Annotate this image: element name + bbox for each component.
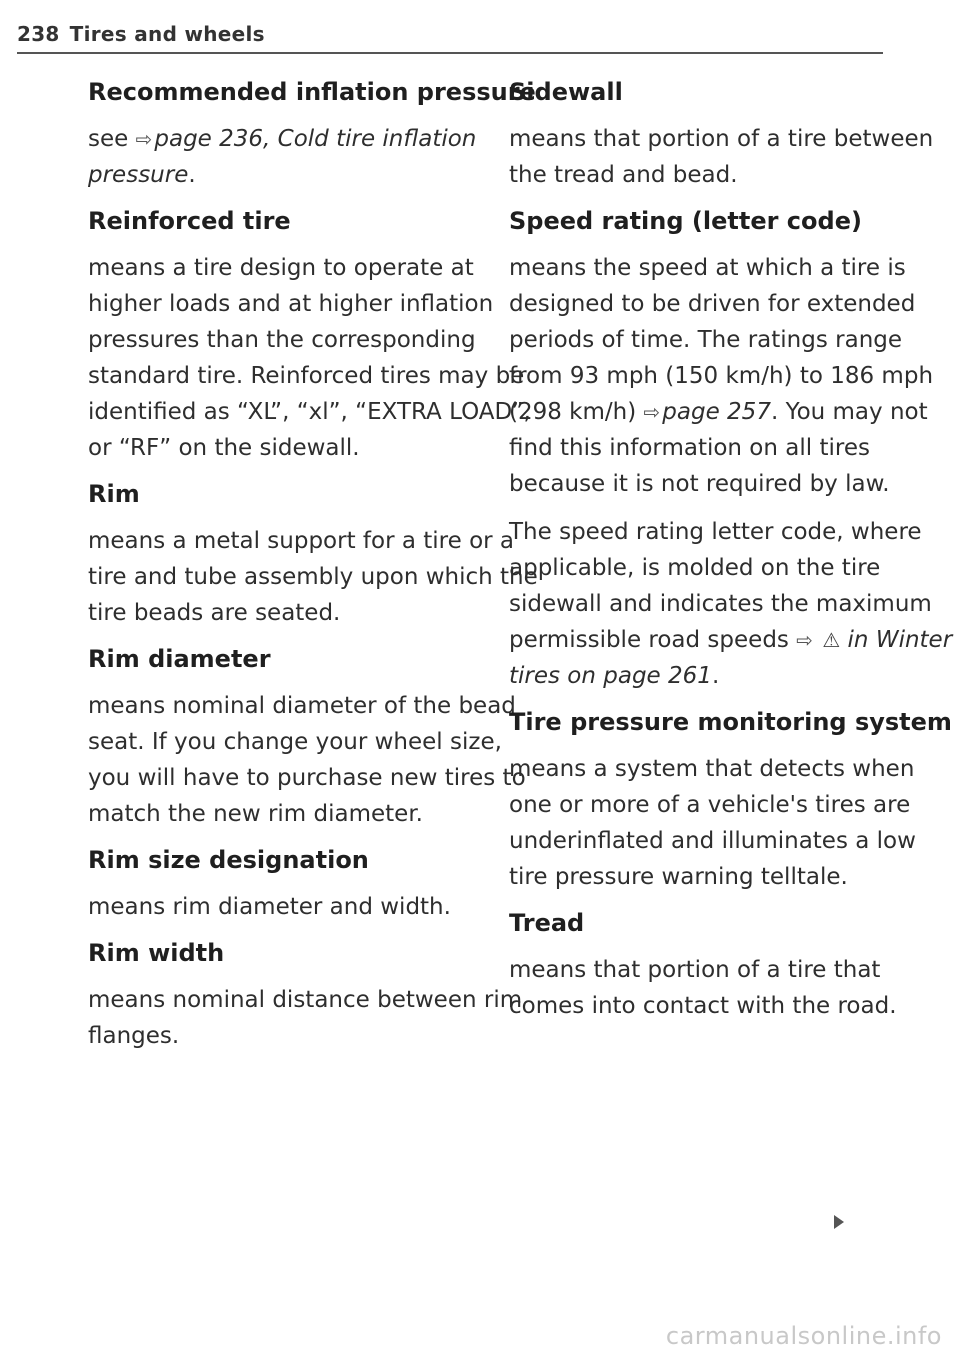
cross-reference-arrow-icon: ⇨ xyxy=(643,400,661,424)
term-heading: Rim diameter xyxy=(88,645,271,673)
term-definition: means nominal distance between rim flanges. xyxy=(88,987,523,1049)
entry-recommended-inflation-pressure xyxy=(88,76,538,193)
entry-rim xyxy=(88,478,538,631)
entry-rim-diameter xyxy=(88,643,538,832)
term-heading: Rim xyxy=(88,480,140,508)
page-number: 238 xyxy=(17,22,60,46)
term-heading: Rim width xyxy=(88,939,225,967)
entry-reinforced-tire xyxy=(88,205,538,466)
term-heading: Recommended inflation pressure xyxy=(88,78,536,106)
entry-speed-rating xyxy=(509,205,959,694)
left-column xyxy=(88,76,538,1066)
entry-tread xyxy=(509,907,959,1024)
cross-reference-link[interactable]: page 236, Cold tire inflation pressure xyxy=(88,126,477,188)
term-definition: means the speed at which a tire is designed to be driven for extended periods of time. The ratings range from 93 mph (150 km/h) to 186 mph (298 km/h) ⇨page 257. You may not find this information on all tires because it is not required by law. xyxy=(509,255,934,497)
entry-sidewall xyxy=(509,76,959,193)
term-heading: Rim size designation xyxy=(88,846,369,874)
term-definition-continued: The speed rating letter code, where applicable, is molded on the tire sidewall and indicates the maximum permissible road speeds ⇨ ⚠ in Winter tires on page 261. xyxy=(509,519,953,689)
term-definition: means that portion of a tire between the tread and bead. xyxy=(509,126,934,188)
term-heading: Sidewall xyxy=(509,78,623,106)
term-heading: Reinforced tire xyxy=(88,207,291,235)
term-definition: means a metal support for a tire or a tire and tube assembly upon which the tire beads are seated. xyxy=(88,528,538,626)
page-header xyxy=(17,22,265,46)
cross-reference-link[interactable]: in Winter tires on page 261 xyxy=(509,627,953,689)
term-definition: see ⇨page 236, Cold tire inflation pressure. xyxy=(88,126,477,188)
term-heading: Tire pressure monitoring system xyxy=(509,708,952,736)
term-definition: means rim diameter and width. xyxy=(88,894,451,920)
cross-reference-link[interactable]: page 257 xyxy=(662,399,771,425)
entry-tire-pressure-monitoring-system xyxy=(509,706,959,895)
header-rule xyxy=(17,52,883,54)
term-heading: Speed rating (letter code) xyxy=(509,207,862,235)
term-definition: means that portion of a tire that comes into contact with the road. xyxy=(509,957,897,1019)
term-definition: means a system that detects when one or more of a vehicle's tires are underinflated and illuminates a low tire pressure warning telltale. xyxy=(509,756,916,890)
watermark: carmanualsonline.info xyxy=(665,1322,942,1350)
continue-arrow-icon xyxy=(834,1215,844,1229)
entry-rim-size-designation xyxy=(88,844,538,925)
term-heading: Tread xyxy=(509,909,585,937)
cross-reference-arrow-icon: ⇨ xyxy=(135,127,153,151)
term-definition: means nominal diameter of the bead seat. If you change your wheel size, you will have to purchase new tires to match the new rim diameter. xyxy=(88,693,526,827)
term-definition: means a tire design to operate at higher loads and at higher inflation pressures than the corresponding standard tire. Reinforced tires may be identified as “XL”, “xl”, “EXTRA LOAD”, or “RF” on the sidewall. xyxy=(88,255,531,461)
cross-reference-arrow-icon: ⇨ xyxy=(796,628,813,652)
right-column xyxy=(509,76,959,1036)
warning-icon: ⚠ xyxy=(822,628,841,652)
entry-rim-width xyxy=(88,937,538,1054)
section-title: Tires and wheels xyxy=(69,22,265,46)
